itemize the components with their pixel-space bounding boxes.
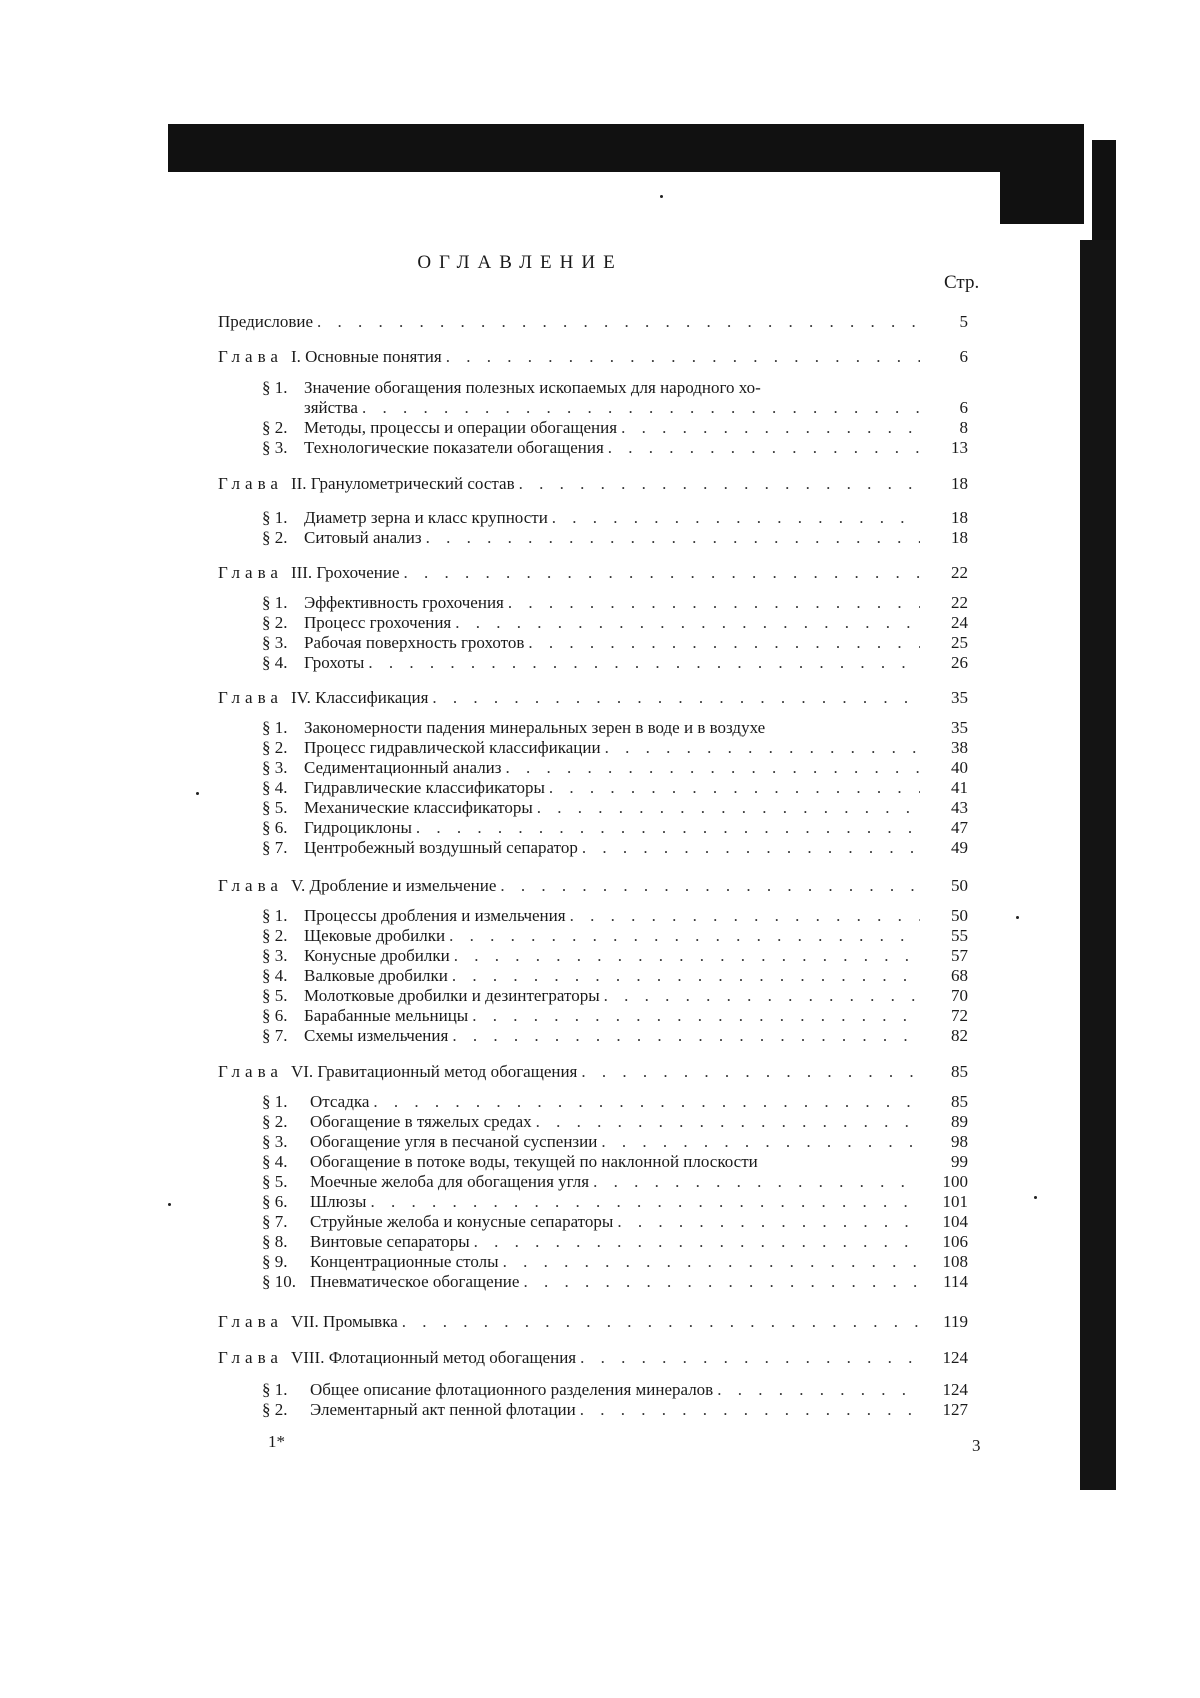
leader-dots	[580, 1400, 920, 1420]
entry-page-number: 26	[951, 653, 968, 672]
leader-dots	[454, 946, 920, 966]
entry-page-number: 41	[951, 778, 968, 797]
toc-chapter	[218, 1312, 968, 1332]
page-column-header: Стр.	[944, 272, 980, 293]
leader-dots	[537, 798, 920, 818]
entry-page-number: 35	[951, 688, 968, 707]
toc-section	[262, 378, 920, 398]
leader-dots	[536, 1112, 920, 1132]
section-number: § 6.	[262, 1192, 288, 1211]
toc-chapter	[218, 474, 968, 494]
entry-page-number: 22	[951, 593, 968, 612]
leader-dots	[593, 1172, 920, 1192]
scan-speck	[196, 792, 199, 795]
toc-section	[262, 508, 968, 528]
leader-dots	[528, 633, 920, 653]
toc-section	[262, 1212, 968, 1232]
chapter-lead-word: Глава	[218, 876, 283, 895]
section-number: § 4.	[262, 778, 288, 797]
leader-dots	[455, 613, 920, 633]
toc-chapter	[218, 1062, 968, 1082]
entry-page-number: 89	[951, 1112, 968, 1131]
toc-section	[262, 418, 968, 438]
scan-border-top	[168, 124, 1084, 172]
entry-title: Барабанные мельницы	[304, 1006, 469, 1025]
entry-page-number: 68	[951, 966, 968, 985]
toc-section	[262, 613, 968, 633]
toc-section	[262, 1112, 968, 1132]
entry-title: Закономерности падения минеральных зерен в воде и в воздухе	[304, 718, 766, 737]
entry-title: Схемы измельчения	[304, 1026, 449, 1045]
toc-section	[262, 718, 968, 738]
entry-title: Винтовые сепараторы	[310, 1232, 470, 1251]
section-number: § 1.	[262, 718, 288, 737]
entry-page-number: 8	[959, 418, 968, 437]
leader-dots	[617, 1212, 920, 1232]
section-number: § 7.	[262, 1026, 288, 1045]
scan-border-right-inner	[1080, 240, 1116, 1490]
toc-chapter	[218, 563, 968, 583]
section-number: § 4.	[262, 1152, 288, 1171]
entry-page-number: 5	[959, 312, 968, 331]
section-number: § 2.	[262, 926, 288, 945]
section-number: § 1.	[262, 1092, 288, 1111]
toc-section	[262, 1252, 968, 1272]
chapter-lead-word: Глава	[218, 1062, 283, 1081]
entry-title: Технологические показатели обогащения	[304, 438, 604, 457]
section-number: § 7.	[262, 1212, 288, 1231]
toc-section	[262, 1152, 968, 1172]
chapter-lead-word: Глава	[218, 1312, 283, 1331]
entry-page-number: 82	[951, 1026, 968, 1045]
section-number: § 4.	[262, 653, 288, 672]
leader-dots	[368, 653, 920, 673]
leader-dots	[452, 966, 920, 986]
toc-section	[262, 926, 968, 946]
scan-speck	[660, 195, 663, 198]
chapter-lead-word: Глава	[218, 688, 283, 707]
leader-dots	[717, 1380, 920, 1400]
toc-section	[262, 633, 968, 653]
leader-dots	[362, 398, 920, 418]
entry-title: Гидроциклоны	[304, 818, 412, 837]
leader-dots	[523, 1272, 920, 1292]
toc-section	[262, 1132, 968, 1152]
toc-section	[262, 593, 968, 613]
scan-speck	[1016, 916, 1019, 919]
toc-section	[262, 1272, 968, 1292]
entry-page-number: 101	[942, 1192, 968, 1211]
entry-page-number: 18	[951, 528, 968, 547]
entry-title: Обогащение в тяжелых средах	[310, 1112, 532, 1131]
entry-title: II. Гранулометрический состав	[290, 474, 515, 493]
section-number: § 3.	[262, 633, 288, 652]
entry-page-number: 124	[942, 1380, 968, 1399]
entry-page-number: 50	[951, 876, 968, 895]
page-number: 3	[972, 1436, 981, 1455]
entry-page-number: 18	[951, 508, 968, 527]
leader-dots	[373, 1092, 920, 1112]
entry-page-number: 100	[942, 1172, 968, 1191]
leader-dots	[506, 758, 921, 778]
section-number: § 7.	[262, 838, 288, 857]
entry-title: IV. Классификация	[290, 688, 429, 707]
leader-dots	[449, 926, 920, 946]
entry-title: Процесс грохочения	[304, 613, 452, 632]
leader-dots	[402, 1312, 920, 1332]
entry-title: V. Дробление и измельчение	[290, 876, 497, 895]
chapter-lead-word: Глава	[218, 1348, 283, 1367]
entry-page-number: 106	[942, 1232, 968, 1251]
entry-title: VII. Промывка	[290, 1312, 398, 1331]
leader-dots	[552, 508, 920, 528]
toc-section	[262, 906, 968, 926]
entry-title: Пневматическое обогащение	[310, 1272, 520, 1291]
toc-section	[262, 946, 968, 966]
signature-mark: 1*	[268, 1432, 285, 1451]
toc-section	[262, 738, 968, 758]
toc-chapter	[218, 688, 968, 708]
leader-dots	[582, 838, 920, 858]
leader-dots	[601, 1132, 920, 1152]
leader-dots	[404, 563, 920, 583]
section-number: § 10.	[262, 1272, 296, 1291]
entry-title: Диаметр зерна и класс крупности	[304, 508, 548, 527]
entry-page-number: 72	[951, 1006, 968, 1025]
entry-title: Моечные желоба для обогащения угля	[310, 1172, 590, 1191]
entry-title: Отсадка	[310, 1092, 370, 1111]
leader-dots	[604, 986, 920, 1006]
leader-dots	[317, 312, 920, 332]
section-number: § 8.	[262, 1232, 288, 1251]
toc-section	[262, 1026, 968, 1046]
entry-title: Обогащение угля в песчаной суспензии	[310, 1132, 598, 1151]
entry-title: Элементарный акт пенной флотации	[310, 1400, 576, 1419]
chapter-lead-word: Глава	[218, 474, 283, 493]
section-number: § 4.	[262, 966, 288, 985]
entry-page-number: 50	[951, 906, 968, 925]
entry-page-number: 98	[951, 1132, 968, 1151]
leader-dots	[608, 438, 920, 458]
section-number: § 5.	[262, 798, 288, 817]
leader-dots	[519, 474, 920, 494]
entry-page-number: 57	[951, 946, 968, 965]
entry-page-number: 40	[951, 758, 968, 777]
entry-title: Обогащение в потоке воды, текущей по наклонной плоскости	[310, 1152, 758, 1171]
toc-chapter	[218, 347, 968, 367]
section-number: § 2.	[262, 738, 288, 757]
toc-section	[262, 653, 968, 673]
entry-page-number: 6	[959, 347, 968, 366]
toc-section	[262, 1006, 968, 1026]
chapter-lead-word: Глава	[218, 563, 283, 582]
section-number: § 5.	[262, 1172, 288, 1191]
section-number: § 6.	[262, 1006, 288, 1025]
section-number: § 5.	[262, 986, 288, 1005]
toc-section	[262, 1400, 968, 1420]
leader-dots	[472, 1006, 920, 1026]
leader-dots	[416, 818, 920, 838]
toc-section-continuation	[304, 398, 968, 418]
entry-title: Методы, процессы и операции обогащения	[304, 418, 618, 437]
section-number: § 1.	[262, 593, 288, 612]
entry-page-number: 38	[951, 738, 968, 757]
toc-section	[262, 1092, 968, 1112]
leader-dots	[500, 876, 920, 896]
toc-section	[262, 798, 968, 818]
leader-dots	[508, 593, 920, 613]
entry-title: Молотковые дробилки и дезинтеграторы	[304, 986, 600, 1005]
section-number: § 2.	[262, 1400, 288, 1419]
leader-dots	[503, 1252, 920, 1272]
entry-title: I. Основные понятия	[290, 347, 442, 366]
toc-section	[262, 986, 968, 1006]
toc-section	[262, 1172, 968, 1192]
entry-title: Седиментационный анализ	[304, 758, 502, 777]
leader-dots	[621, 418, 920, 438]
section-number: § 9.	[262, 1252, 288, 1271]
entry-page-number: 43	[951, 798, 968, 817]
entry-page-number: 49	[951, 838, 968, 857]
leader-dots	[474, 1232, 920, 1252]
entry-title: Процессы дробления и измельчения	[304, 906, 566, 925]
toc-section	[262, 1380, 968, 1400]
entry-title: Процесс гидравлической классификации	[304, 738, 601, 757]
entry-title: Валковые дробилки	[304, 966, 448, 985]
toc-section	[262, 1192, 968, 1212]
toc-front-matter	[218, 312, 968, 332]
leader-dots	[570, 906, 920, 926]
entry-page-number: 18	[951, 474, 968, 493]
chapter-lead-word: Глава	[218, 347, 283, 366]
toc-section	[262, 758, 968, 778]
scan-speck	[1034, 1196, 1037, 1199]
section-number: § 6.	[262, 818, 288, 837]
section-number: § 3.	[262, 758, 288, 777]
entry-title: Общее описание флотационного разделения минералов	[310, 1380, 714, 1399]
entry-page-number: 85	[951, 1092, 968, 1111]
leader-dots	[605, 738, 920, 758]
entry-title: Центробежный воздушный сепаратор	[304, 838, 578, 857]
section-number: § 1.	[262, 508, 288, 527]
leader-dots	[432, 688, 920, 708]
entry-title: Грохоты	[304, 653, 365, 672]
entry-title: Значение обогащения полезных ископаемых для народного хо-	[304, 378, 761, 397]
toc-chapter	[218, 1348, 968, 1368]
entry-page-number: 85	[951, 1062, 968, 1081]
entry-page-number: 55	[951, 926, 968, 945]
leader-dots	[581, 1062, 920, 1082]
entry-page-number: 35	[951, 718, 968, 737]
entry-title: Механические классификаторы	[304, 798, 533, 817]
section-number: § 2.	[262, 1112, 288, 1131]
entry-title: Ситовый анализ	[304, 528, 422, 547]
toc-chapter	[218, 876, 968, 896]
leader-dots	[426, 528, 920, 548]
entry-page-number: 24	[951, 613, 968, 632]
toc-section	[262, 778, 968, 798]
entry-page-number: 99	[951, 1152, 968, 1171]
scan-border-corner	[1000, 124, 1084, 224]
toc-section	[262, 1232, 968, 1252]
entry-page-number: 124	[942, 1348, 968, 1367]
entry-page-number: 114	[943, 1272, 968, 1291]
toc-section	[262, 528, 968, 548]
entry-title: Конусные дробилки	[304, 946, 450, 965]
section-number: § 3.	[262, 1132, 288, 1151]
leader-dots	[580, 1348, 920, 1368]
leader-dots	[370, 1192, 920, 1212]
entry-title: Шлюзы	[310, 1192, 367, 1211]
entry-title: Рабочая поверхность грохотов	[304, 633, 525, 652]
toc-section	[262, 438, 968, 458]
entry-page-number: 25	[951, 633, 968, 652]
entry-title: VIII. Флотационный метод обогащения	[290, 1348, 577, 1367]
entry-title: Щековые дробилки	[304, 926, 446, 945]
section-number: § 2.	[262, 528, 288, 547]
entry-title: III. Грохочение	[290, 563, 400, 582]
entry-title: VI. Гравитационный метод обогащения	[290, 1062, 578, 1081]
entry-title: Гидравлические классификаторы	[304, 778, 545, 797]
section-number: § 1.	[262, 906, 288, 925]
section-number: § 1.	[262, 1380, 288, 1399]
toc-section	[262, 966, 968, 986]
entry-page-number: 47	[951, 818, 968, 837]
entry-title: Струйные желоба и конусные сепараторы	[310, 1212, 614, 1231]
section-number: § 2.	[262, 418, 288, 437]
entry-page-number: 119	[943, 1312, 968, 1331]
entry-title: Эффективность грохочения	[304, 593, 504, 612]
entry-title-continuation: зяйства	[304, 398, 358, 417]
toc-section	[262, 838, 968, 858]
scan-speck	[168, 1203, 171, 1206]
entry-title: Концентрационные столы	[310, 1252, 499, 1271]
section-number: § 3.	[262, 438, 288, 457]
toc-heading: ОГЛАВЛЕНИЕ	[417, 252, 623, 273]
leader-dots	[549, 778, 920, 798]
leader-dots	[452, 1026, 920, 1046]
entry-page-number: 6	[959, 398, 968, 417]
entry-page-number: 70	[951, 986, 968, 1005]
section-number: § 2.	[262, 613, 288, 632]
entry-page-number: 104	[942, 1212, 968, 1231]
toc-section	[262, 818, 968, 838]
section-number: § 1.	[262, 378, 288, 397]
leader-dots	[446, 347, 920, 367]
entry-title: Предисловие	[218, 312, 314, 331]
entry-page-number: 22	[951, 563, 968, 582]
entry-page-number: 108	[942, 1252, 968, 1271]
entry-page-number: 13	[951, 438, 968, 457]
entry-page-number: 127	[942, 1400, 968, 1419]
section-number: § 3.	[262, 946, 288, 965]
